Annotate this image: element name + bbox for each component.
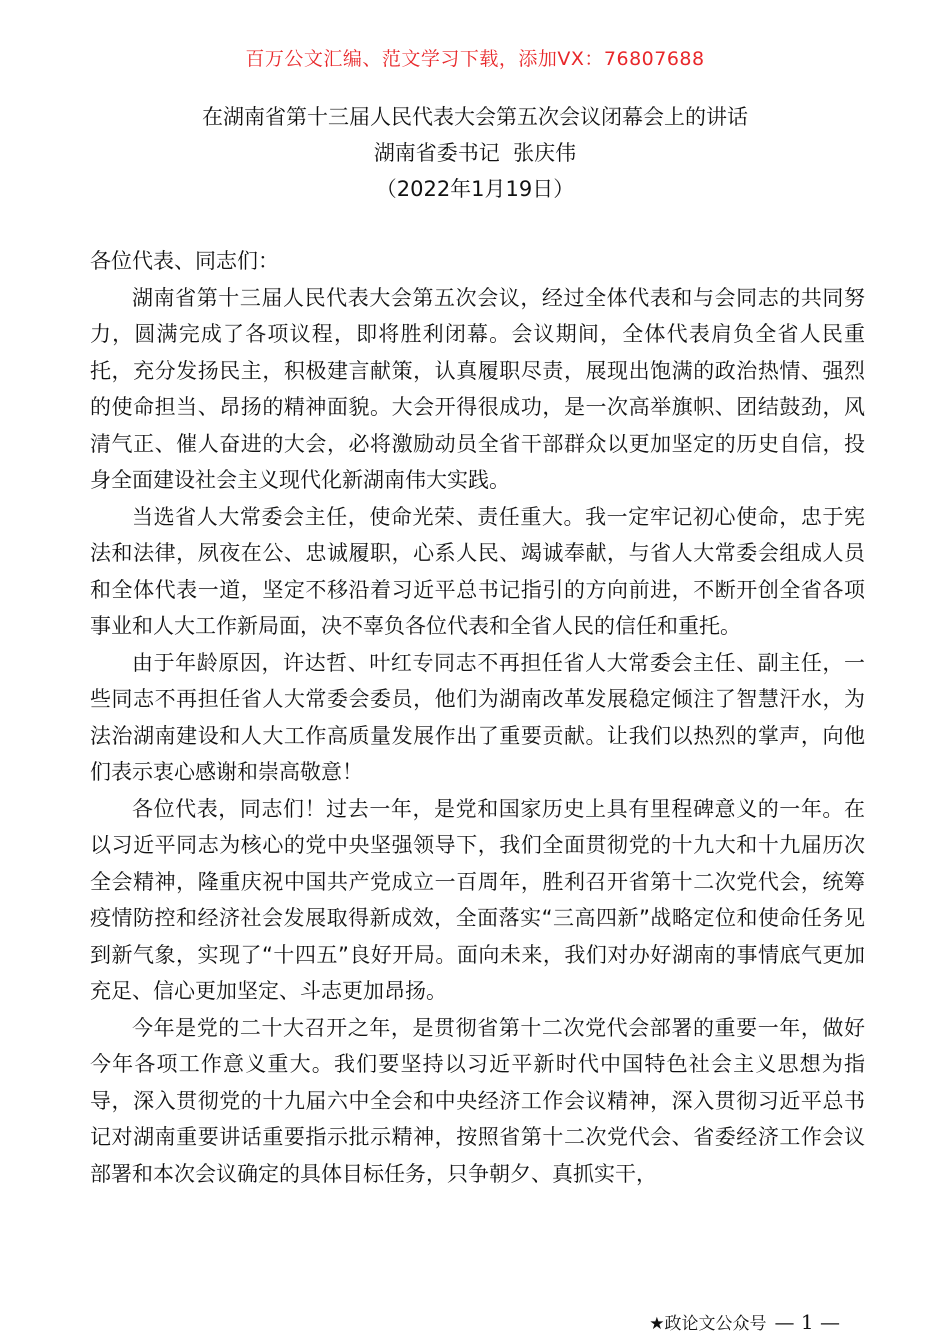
watermark-banner: 百万公文汇编、范文学习下载，添加VX：76807688 — [245, 48, 705, 70]
speech-body — [90, 243, 865, 1192]
speech-date: （2022年1月19日） — [375, 177, 575, 201]
paragraph: 今年是党的二十大召开之年，是贯彻省第十二次党代会部署的重要一年，做好今年各项工作意义重大。我们要坚持以习近平新时代中国特色社会主义思想为指导，深入贯彻党的十九届六中全会和中央经济工作会议精神，深入贯彻习近平总书记对湖南重要讲话重要指示批示精神，按照省第十二次党代会、省委经济工作会议部署和本次会议确定的具体目标任务，只争朝夕、真抓实干， — [90, 1015, 865, 1186]
paragraph: 当选省人大常委会主任，使命光荣、责任重大。我一定牢记初心使命，忠于宪法和法律，夙夜在公、忠诚履职，心系人民、竭诚奉献，与省人大常委会组成人员和全体代表一道，坚定不移沿着习近平总书记指引的方向前进，不断开创全省各项事业和人大工作新局面，决不辜负各位代表和全省人民的信任和重托。 — [90, 504, 865, 638]
paragraph: 由于年龄原因，许达哲、叶红专同志不再担任省人大常委会主任、副主任，一些同志不再担任省人大常委会委员，他们为湖南改革发展稳定倾注了智慧汗水，为法治湖南建设和人大工作高质量发展作出了重要贡献。让我们以热烈的掌声，向他们表示衷心感谢和崇高敬意！ — [90, 650, 865, 784]
speech-title: 在湖南省第十三届人民代表大会第五次会议闭幕会上的讲话 — [202, 105, 748, 129]
salutation: 各位代表、同志们： — [90, 249, 279, 273]
page-footer — [649, 1310, 840, 1336]
speaker-line: 湖南省委书记 张庆伟 — [373, 141, 577, 165]
paragraph: 各位代表，同志们！过去一年，是党和国家历史上具有里程碑意义的一年。在以习近平同志为核心的党中央坚强领导下，我们全面贯彻党的十九大和十九届历次全会精神，隆重庆祝中国共产党成立一百周年，胜利召开省第十二次党代会，统筹疫情防控和经济社会发展取得新成效，全面落实“三高四新”战略定位和使命任务见到新气象，实现了“十四五”良好开局。面向未来，我们对办好湖南的事情底气更加充足、信心更加坚定、斗志更加昂扬。 — [90, 796, 865, 1003]
footer-source: ★政论文公众号 — [649, 1314, 767, 1334]
paragraph: 湖南省第十三届人民代表大会第五次会议，经过全体代表和与会同志的共同努力，圆满完成了各项议程，即将胜利闭幕。会议期间，全体代表肩负全省人民重托，充分发扬民主，积极建言献策，认真履职尽责，展现出饱满的政治热情、强烈的使命担当、昂扬的精神面貌。大会开得很成功，是一次高举旗帜、团结鼓劲，风清气正、催人奋进的大会，必将激励动员全省干部群众以更加坚定的历史自信，投身全面建设社会主义现代化新湖南伟大实践。 — [90, 285, 865, 492]
title-block — [0, 99, 950, 207]
page-number: — 1 — — [774, 1310, 840, 1334]
